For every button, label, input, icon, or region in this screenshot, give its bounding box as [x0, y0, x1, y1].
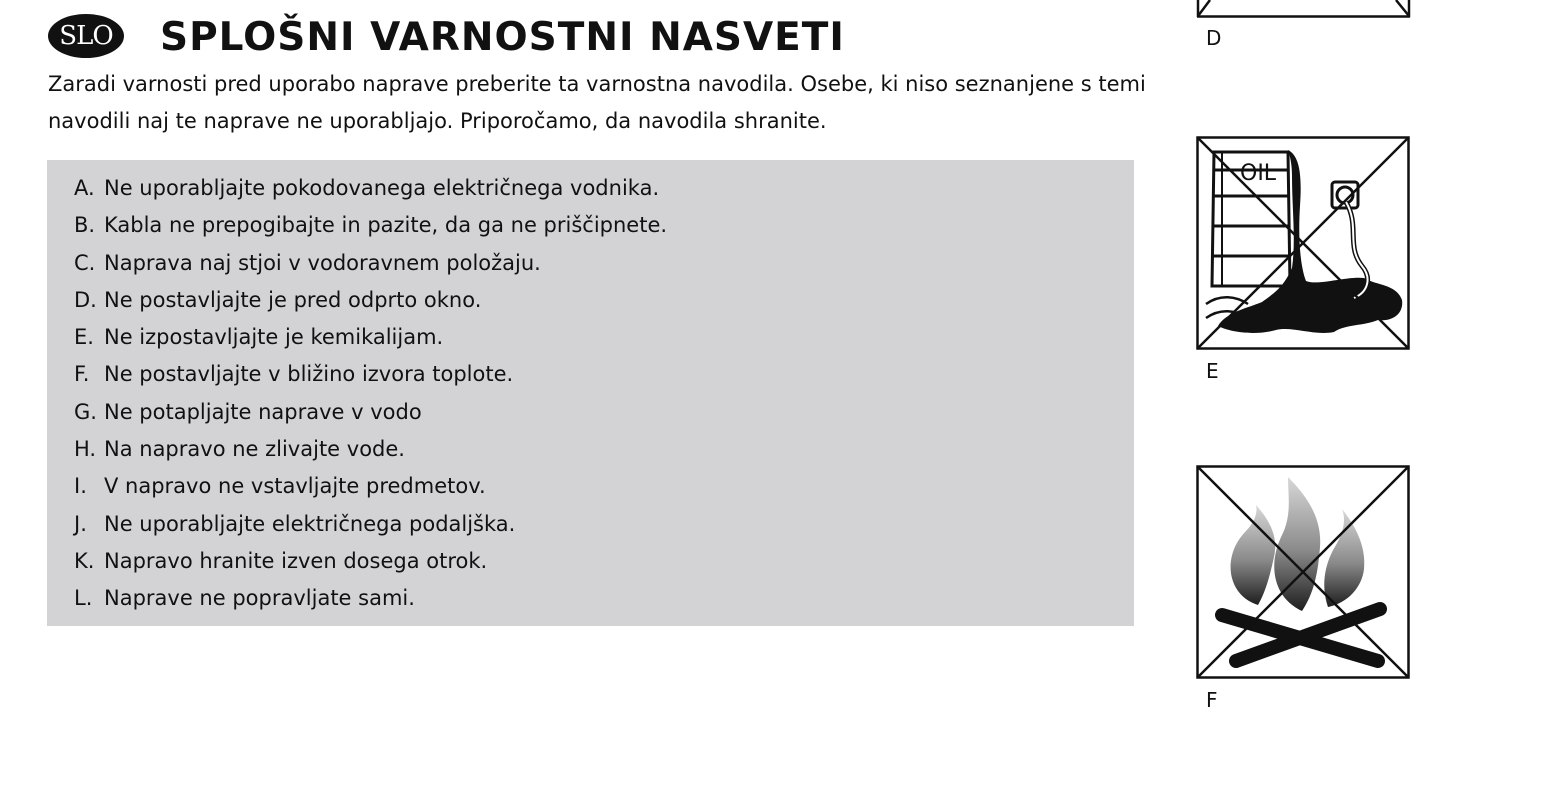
list-item — [74, 394, 667, 431]
intro-text: Zaradi varnosti pred uporabo naprave preberite ta varnostna navodila. Osebe, ki niso seznanjene s temi navodili naj te naprave ne uporabljajo. Priporočamo, da navodila shranite. — [48, 72, 1146, 133]
item-letter: K. — [74, 548, 95, 573]
item-text: Napravo hranite izven dosega otrok. — [104, 548, 488, 573]
item-letter: I. — [74, 474, 87, 499]
list-item — [74, 282, 667, 319]
item-letter: L. — [74, 586, 93, 611]
item-text: Ne postavljajte v bližino izvora toplote. — [104, 362, 514, 387]
item-text: V napravo ne vstavljajte predmetov. — [104, 474, 486, 499]
instructions-panel — [47, 160, 1134, 626]
drum-label: OIL — [1240, 161, 1277, 186]
list-item — [74, 170, 667, 207]
item-text: Na napravo ne zlivajte vode. — [104, 437, 405, 462]
list-item — [74, 506, 667, 543]
list-item — [74, 580, 667, 617]
item-text: Naprave ne popravljate sami. — [104, 586, 415, 611]
item-text: Ne potapljajte naprave v vodo — [104, 399, 422, 424]
pictogram-label-e: E — [1206, 359, 1219, 383]
pictogram-no-chemicals-icon — [1196, 136, 1412, 351]
item-letter: C. — [74, 250, 96, 275]
item-letter: A. — [74, 176, 95, 200]
pictogram-label-d: D — [1206, 26, 1222, 50]
item-text: Kabla ne prepogibajte in pazite, da ga ne priščipnete. — [104, 213, 668, 238]
item-letter: E. — [74, 325, 94, 350]
instructions-list — [74, 170, 667, 618]
item-letter: F. — [74, 362, 90, 387]
item-letter: G. — [74, 399, 97, 424]
item-text: Ne postavljajte je pred odprto okno. — [104, 287, 482, 312]
item-letter: D. — [74, 287, 97, 312]
language-badge: SLO — [48, 14, 124, 58]
item-text: Ne uporabljajte električnega podaljška. — [104, 511, 516, 536]
list-item — [74, 319, 667, 356]
item-letter: B. — [74, 213, 96, 238]
item-text: Ne uporabljajte pokodovanega električnega vodnika. — [104, 176, 660, 200]
list-item — [74, 245, 667, 282]
list-item — [74, 468, 667, 505]
item-letter: J. — [74, 511, 87, 536]
list-item — [74, 431, 667, 468]
list-item — [74, 207, 667, 244]
item-letter: H. — [74, 437, 97, 462]
item-text: Ne izpostavljajte je kemikalijam. — [104, 325, 444, 350]
list-item — [74, 543, 667, 580]
item-text: Naprava naj stjoi v vodoravnem položaju. — [104, 250, 541, 275]
list-item — [74, 356, 667, 393]
pictogram-label-f: F — [1206, 688, 1218, 712]
pictogram-no-fire-icon — [1196, 465, 1412, 680]
page-title: SPLOŠNI VARNOSTNI NASVETI — [160, 15, 845, 60]
pictogram-open-window-icon — [1196, 0, 1412, 20]
